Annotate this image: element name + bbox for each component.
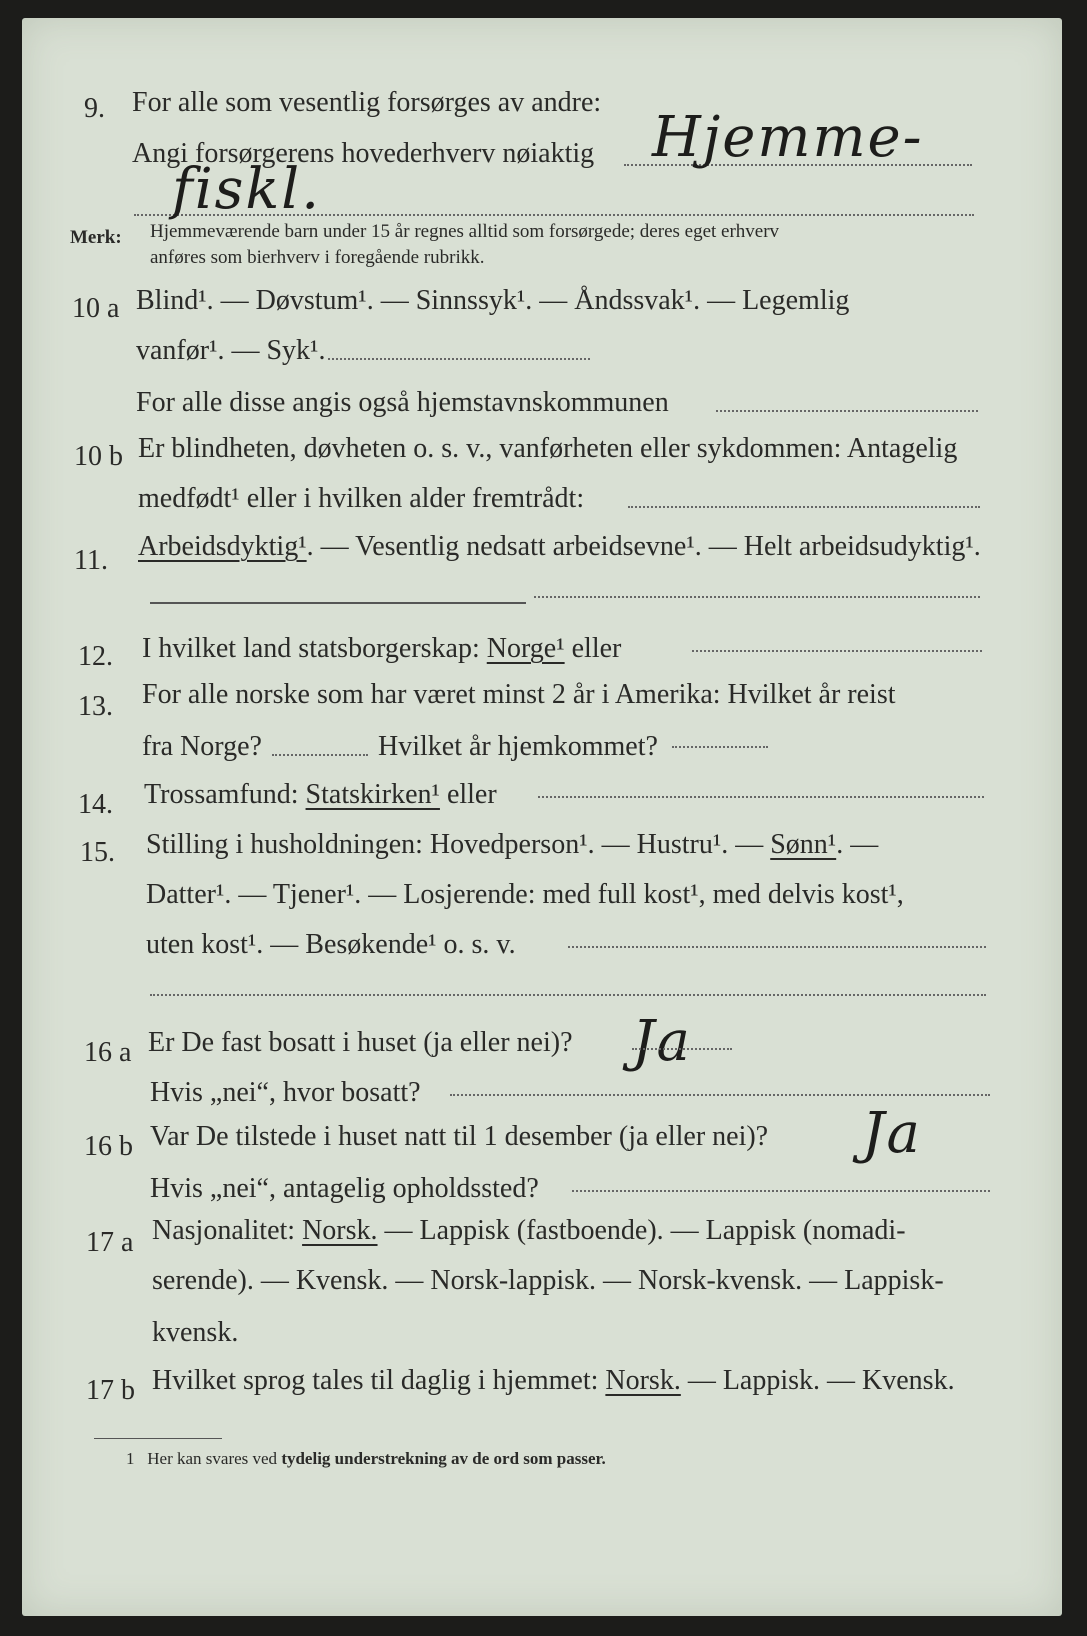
q9-number: 9. — [84, 93, 105, 124]
footnote-bold-text: tydelig understrekning av de ord som passer. — [281, 1449, 606, 1468]
q12-number: 12. — [78, 641, 113, 672]
footnote-mark: 1 — [126, 1449, 135, 1468]
q10b-line1: Er blindheten, døvheten o. s. v., vanførheten eller sykdommen: Antagelig — [138, 433, 958, 464]
q10a-line3: For alle disse angis også hjemstavnskommunen — [136, 387, 669, 418]
q13-line1: For alle norske som har været minst 2 år i Amerika: Hvilket år reist — [142, 679, 896, 710]
q15-line1 — [146, 828, 878, 862]
q17a-underlined-option: Norsk. — [302, 1215, 378, 1246]
q17b-underlined-option: Norsk. — [605, 1365, 681, 1396]
q11-rest: . — Vesentlig nedsatt arbeidsevne¹. — Helt arbeidsudyktig¹. — [306, 531, 981, 562]
q16a-handwritten-answer: Ja — [632, 1009, 692, 1074]
q14-answer-line — [538, 796, 984, 798]
q12-tail: eller — [571, 633, 622, 664]
merk-line1: Hjemmeværende barn under 15 år regnes alltid som forsørgede; deres eget erhverv — [150, 221, 780, 242]
footnote-text: Her kan svares ved — [147, 1449, 278, 1468]
q10a-line2: vanfør¹. — Syk¹. — [136, 335, 326, 366]
q12-underlined-option: Norge¹ — [486, 633, 565, 664]
q13-hjemkommet-line — [672, 746, 768, 748]
q17a-line3: kvensk. — [152, 1317, 239, 1348]
q10b-number: 10 b — [74, 441, 123, 472]
q14-number: 14. — [78, 789, 113, 820]
q17a-label: Nasjonalitet: — [152, 1215, 296, 1246]
footnote — [126, 1442, 606, 1476]
q17b-text: Hvilket sprog tales til daglig i hjemmet: — [152, 1365, 599, 1396]
q11-answer-line-a — [150, 602, 526, 604]
q9-handwritten-answer-1: Hjemme- — [652, 105, 924, 170]
footnote-rule — [94, 1438, 222, 1439]
q16b-handwritten-answer: Ja — [862, 1101, 922, 1166]
q13-reist-line — [272, 754, 368, 756]
q9-line2: Angi forsørgerens hovederhverv nøiaktig — [132, 138, 595, 169]
q9-handwritten-answer-2: fiskl. — [172, 157, 322, 222]
q16a-number: 16 a — [84, 1037, 132, 1068]
q11-number: 11. — [74, 545, 108, 576]
q17a-line1-rest: — Lappisk (fastboende). — Lappisk (nomadi- — [384, 1215, 906, 1246]
q17b-line — [152, 1364, 955, 1398]
q12-line — [142, 632, 621, 666]
q16b-line1: Var De tilstede i huset natt til 1 desember (ja eller nei)? — [150, 1121, 769, 1152]
q16a-line2: Hvis „nei“, hvor bosatt? — [150, 1077, 421, 1108]
q13-line2b: Hvilket år hjemkommet? — [378, 731, 658, 762]
q14-text: Trossamfund: — [144, 779, 299, 810]
q11-answer-line-b — [534, 596, 980, 598]
q13-number: 13. — [78, 691, 113, 722]
q15-answer-line — [568, 946, 986, 948]
merk-label: Merk: — [70, 227, 122, 248]
q17a-line1 — [152, 1214, 906, 1248]
q15-line1-end: . — — [836, 829, 879, 860]
q17a-line2: serende). — Kvensk. — Norsk-lappisk. — Norsk-kvensk. — Lappisk- — [152, 1265, 944, 1296]
q16b-number: 16 b — [84, 1131, 133, 1162]
q15-line3: uten kost¹. — Besøkende¹ o. s. v. — [146, 929, 516, 960]
q16b-line2: Hvis „nei“, antagelig opholdssted? — [150, 1173, 539, 1204]
q10a-line1: Blind¹. — Døvstum¹. — Sinnssyk¹. — Åndssvak¹. — Legemlig — [136, 285, 850, 316]
q17a-number: 17 a — [86, 1227, 134, 1258]
q12-text: I hvilket land statsborgerskap: — [142, 633, 480, 664]
q15-underlined-option: Sønn¹ — [770, 829, 837, 860]
q15-answer-line-2 — [150, 994, 986, 996]
q15-number: 15. — [80, 837, 115, 868]
q16a-line1: Er De fast bosatt i huset (ja eller nei)? — [148, 1027, 573, 1058]
q15-line1-text: Stilling i husholdningen: Hovedperson¹. — Hustru¹. — — [146, 829, 764, 860]
q10b-line2: medfødt¹ eller i hvilken alder fremtrådt: — [138, 483, 585, 514]
q10a-kommune-line — [716, 410, 978, 412]
q11-line — [138, 530, 981, 564]
q12-answer-line — [692, 650, 982, 652]
q16a-bosatt-line — [450, 1094, 990, 1096]
q11-underlined-option: Arbeidsdyktig¹ — [138, 531, 307, 562]
merk-line2: anføres som bierhverv i foregående rubrikk. — [150, 247, 485, 268]
q14-line — [144, 778, 497, 812]
q14-tail: eller — [446, 779, 497, 810]
q16b-opholdssted-line — [572, 1190, 990, 1192]
q17b-rest: — Lappisk. — Kvensk. — [687, 1365, 955, 1396]
q15-line2: Datter¹. — Tjener¹. — Losjerende: med full kost¹, med delvis kost¹, — [146, 879, 904, 910]
form-page — [22, 18, 1062, 1616]
q13-line2a: fra Norge? — [142, 731, 262, 762]
q10b-answer-line — [628, 506, 980, 508]
q16a-answer-line — [632, 1048, 732, 1050]
q10a-number: 10 a — [72, 293, 120, 324]
q14-underlined-option: Statskirken¹ — [305, 779, 440, 810]
q10a-syk-line — [328, 358, 590, 360]
q17b-number: 17 b — [86, 1375, 135, 1406]
q9-line1: For alle som vesentlig forsørges av andre: — [132, 87, 602, 118]
